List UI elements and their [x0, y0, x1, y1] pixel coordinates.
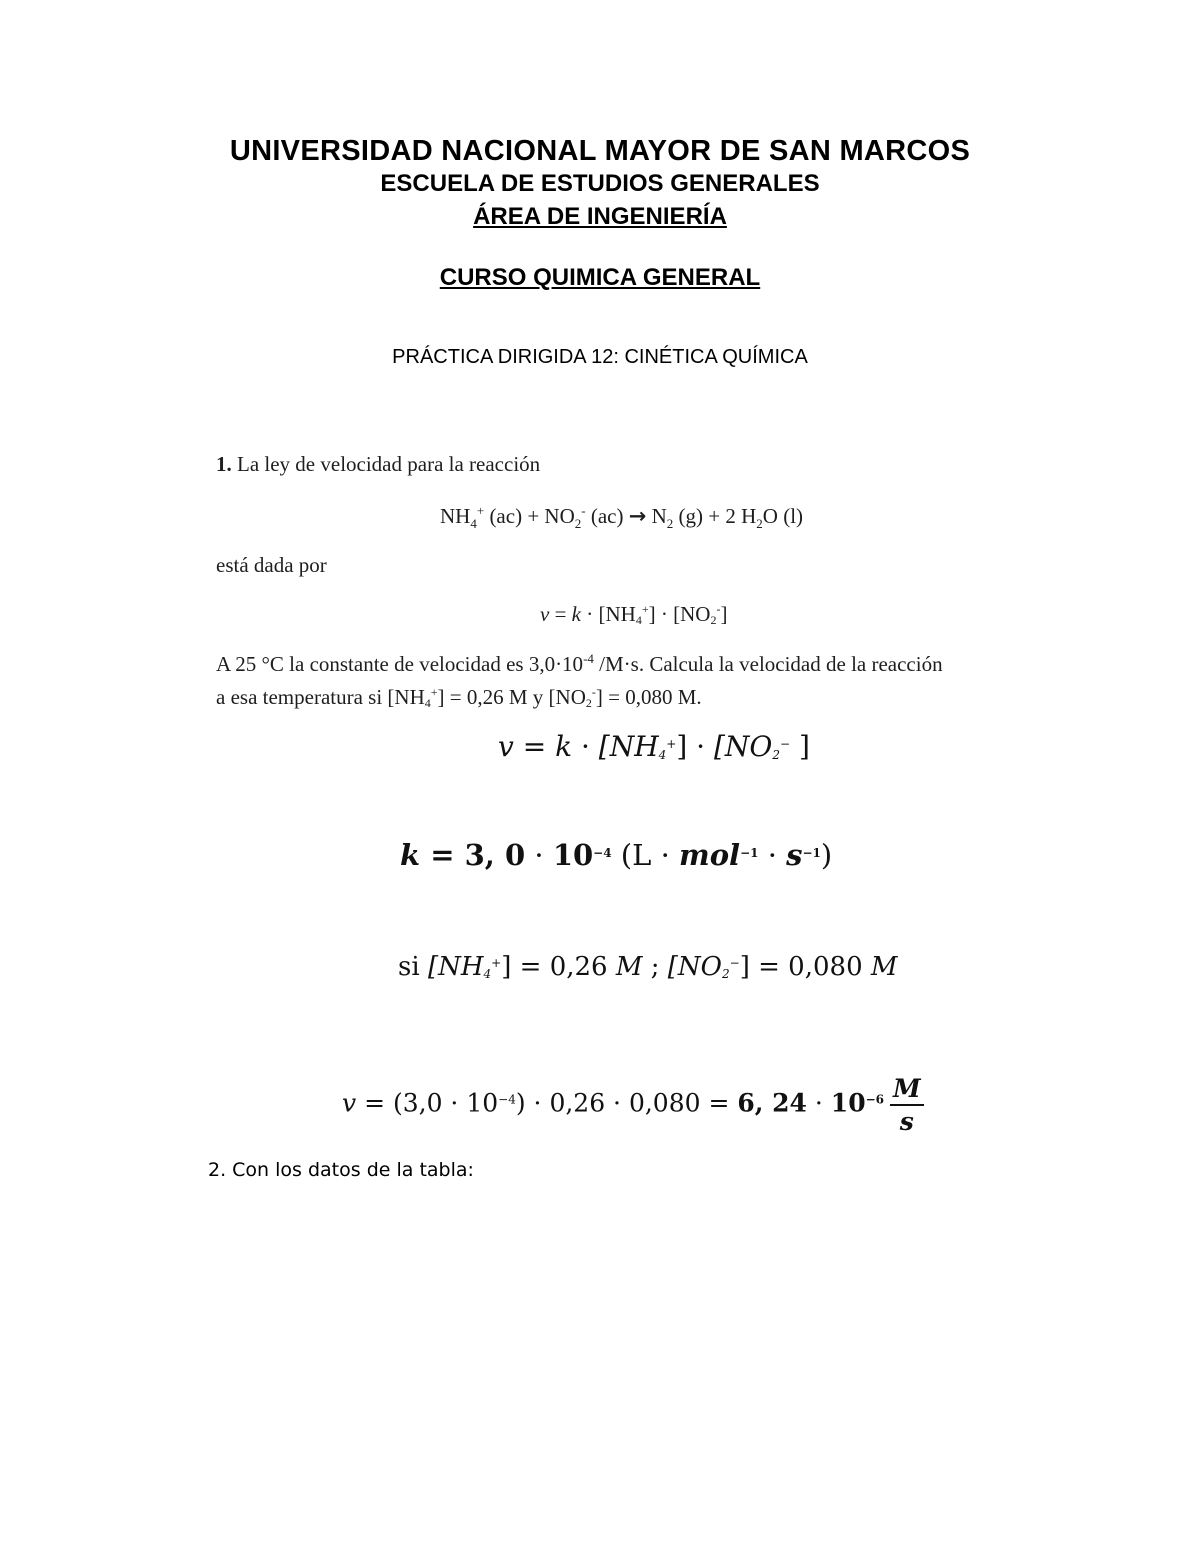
multiply-dot: ·	[572, 730, 599, 763]
statement-text: A 25 °C la constante de velocidad es 3,0·10	[216, 652, 584, 676]
solution-rate-constant	[400, 838, 832, 872]
nitrite-subscript: 2	[722, 967, 730, 981]
rate-constant-value: 3, 0	[464, 838, 526, 872]
product-water: H	[741, 504, 757, 528]
statement-text: a esa temperatura si [NH	[216, 685, 425, 709]
practice-title: PRÁCTICA DIRIGIDA 12: CINÉTICA QUÍMICA	[392, 346, 808, 368]
university-name: UNIVERSIDAD NACIONAL MAYOR DE SAN MARCOS	[229, 135, 971, 167]
nitrite-charge: −	[729, 956, 740, 970]
multiply-dot: ·	[806, 1088, 831, 1118]
exponent: -4	[583, 651, 594, 666]
reactant-nitrite-state: (ac)	[590, 504, 624, 528]
rate-law	[540, 602, 727, 628]
nitrite-charge: -	[591, 685, 596, 699]
unit-text: )	[820, 838, 833, 872]
product-nitrogen: N	[651, 504, 667, 528]
power-base: 10	[830, 1088, 866, 1118]
bracket-close: ]	[720, 602, 728, 626]
equals-sign: =	[420, 838, 465, 872]
ammonium-value: = 0,26	[511, 952, 616, 982]
school-name: ESCUELA DE ESTUDIOS GENERALES	[380, 170, 820, 197]
separator: ;	[642, 952, 668, 982]
reactant-ammonium: NH	[440, 504, 471, 528]
bracket-close: ]	[648, 602, 656, 626]
product-nitrogen-subscript: 2	[666, 516, 674, 532]
unit-second: s	[786, 838, 803, 872]
product-water-coefficient: 2	[725, 504, 736, 528]
reactant-ammonium-state: (ac)	[489, 504, 523, 528]
ammonium-charge: +	[491, 956, 502, 970]
multiply-dot: ·	[660, 602, 668, 626]
rate-symbol: v	[540, 602, 550, 626]
nitrite-concentration: [NO	[667, 952, 722, 982]
multiply-dot: ·	[758, 838, 787, 872]
nitrite-subscript: 2	[710, 613, 717, 627]
reactant-nitrite: NO	[544, 504, 575, 528]
result-unit-fraction	[890, 1076, 924, 1134]
question2-intro: 2. Con los datos de la tabla:	[208, 1159, 474, 1181]
rate-constant-symbol: k	[400, 838, 421, 872]
reactant-ammonium-subscript: 4	[470, 516, 477, 532]
calculation-text: ) · 0,26 · 0,080 =	[515, 1088, 738, 1118]
ammonium-charge: +	[666, 737, 677, 751]
product-water-state: (l)	[783, 504, 804, 528]
calculation-text: = (3,0 · 10	[356, 1088, 499, 1118]
multiply-dot: ·	[525, 838, 553, 872]
rate-constant-symbol: k	[571, 602, 581, 626]
given-by-text: está dada por	[216, 553, 327, 577]
equals-sign: =	[513, 730, 556, 763]
reactant-nitrite-charge: -	[581, 503, 586, 518]
unit-mol: mol	[679, 838, 741, 872]
ammonium-subscript: 4	[658, 748, 667, 762]
product-nitrogen-state: (g)	[678, 504, 704, 528]
nitrite-subscript: 2	[585, 696, 592, 710]
question1-intro-text: La ley de velocidad para la reacción	[237, 452, 541, 476]
result-value: 6, 24	[737, 1088, 807, 1118]
multiply-dot: ·	[687, 730, 714, 763]
nitrite-concentration: [NO	[673, 602, 711, 626]
rate-constant-symbol: k	[555, 730, 573, 763]
question1-intro	[216, 452, 540, 477]
ammonium-subscript: 4	[424, 696, 431, 710]
reactant-ammonium-charge: +	[476, 503, 485, 518]
reactant-nitrite-subscript: 2	[574, 516, 582, 532]
power-base: 10	[552, 838, 594, 872]
solution-concentrations	[398, 952, 898, 982]
ammonium-subscript: 4	[635, 613, 642, 627]
condition-word: si	[398, 952, 428, 982]
question1-scan	[200, 436, 1020, 1148]
bracket-close: ]	[676, 730, 688, 763]
ammonium-concentration: [NH	[598, 730, 659, 763]
reaction-arrow-icon: →	[628, 504, 647, 528]
ammonium-charge: +	[641, 602, 649, 616]
reaction-equation	[440, 503, 803, 532]
exponent: −1	[740, 846, 759, 860]
exponent: −4	[498, 1092, 516, 1107]
plus-sign: +	[527, 504, 540, 528]
problem-statement-line2	[216, 685, 702, 711]
nitrite-charge: -	[716, 602, 721, 616]
area-name: ÁREA DE INGENIERÍA	[473, 203, 727, 230]
plus-sign: +	[708, 504, 721, 528]
statement-text: ] = 0,26 M y [NO	[437, 685, 586, 709]
course-title: CURSO QUIMICA GENERAL	[439, 264, 761, 291]
problem-statement-line1	[216, 651, 943, 677]
multiply-dot: ·	[586, 602, 594, 626]
molar-unit: M	[615, 952, 643, 982]
molar-unit: M	[870, 952, 898, 982]
ammonium-concentration: [NH	[598, 602, 636, 626]
equals-sign: =	[554, 602, 567, 626]
product-water-subscript: 2	[756, 516, 763, 532]
unit-text: (L ·	[611, 838, 680, 872]
nitrite-concentration: [NO	[713, 730, 773, 763]
fraction-numerator: M	[890, 1076, 924, 1106]
rate-symbol: v	[498, 730, 514, 763]
bracket-close: ]	[501, 952, 512, 982]
exponent: −1	[802, 846, 821, 860]
fraction-denominator: s	[899, 1107, 914, 1136]
ammonium-charge: +	[430, 685, 438, 699]
bracket-close: ]	[790, 730, 810, 763]
bracket-close: ]	[739, 952, 750, 982]
ammonium-concentration: [NH	[427, 952, 484, 982]
nitrite-charge: −	[779, 737, 791, 751]
product-water-oxygen: O	[762, 504, 778, 528]
question1-number: 1.	[216, 452, 232, 476]
solution-rate-law	[498, 730, 810, 763]
statement-text: /M·s. Calcula la velocidad de la reacción	[593, 652, 943, 676]
nitrite-subscript: 2	[772, 748, 780, 762]
statement-text: ] = 0,080 M.	[595, 685, 702, 709]
exponent: −6	[865, 1092, 884, 1107]
ammonium-subscript: 4	[483, 967, 492, 981]
rate-symbol: v	[342, 1088, 357, 1118]
nitrite-value: = 0,080	[749, 952, 871, 982]
exponent: −4	[593, 846, 612, 860]
solution-result	[342, 1076, 924, 1134]
